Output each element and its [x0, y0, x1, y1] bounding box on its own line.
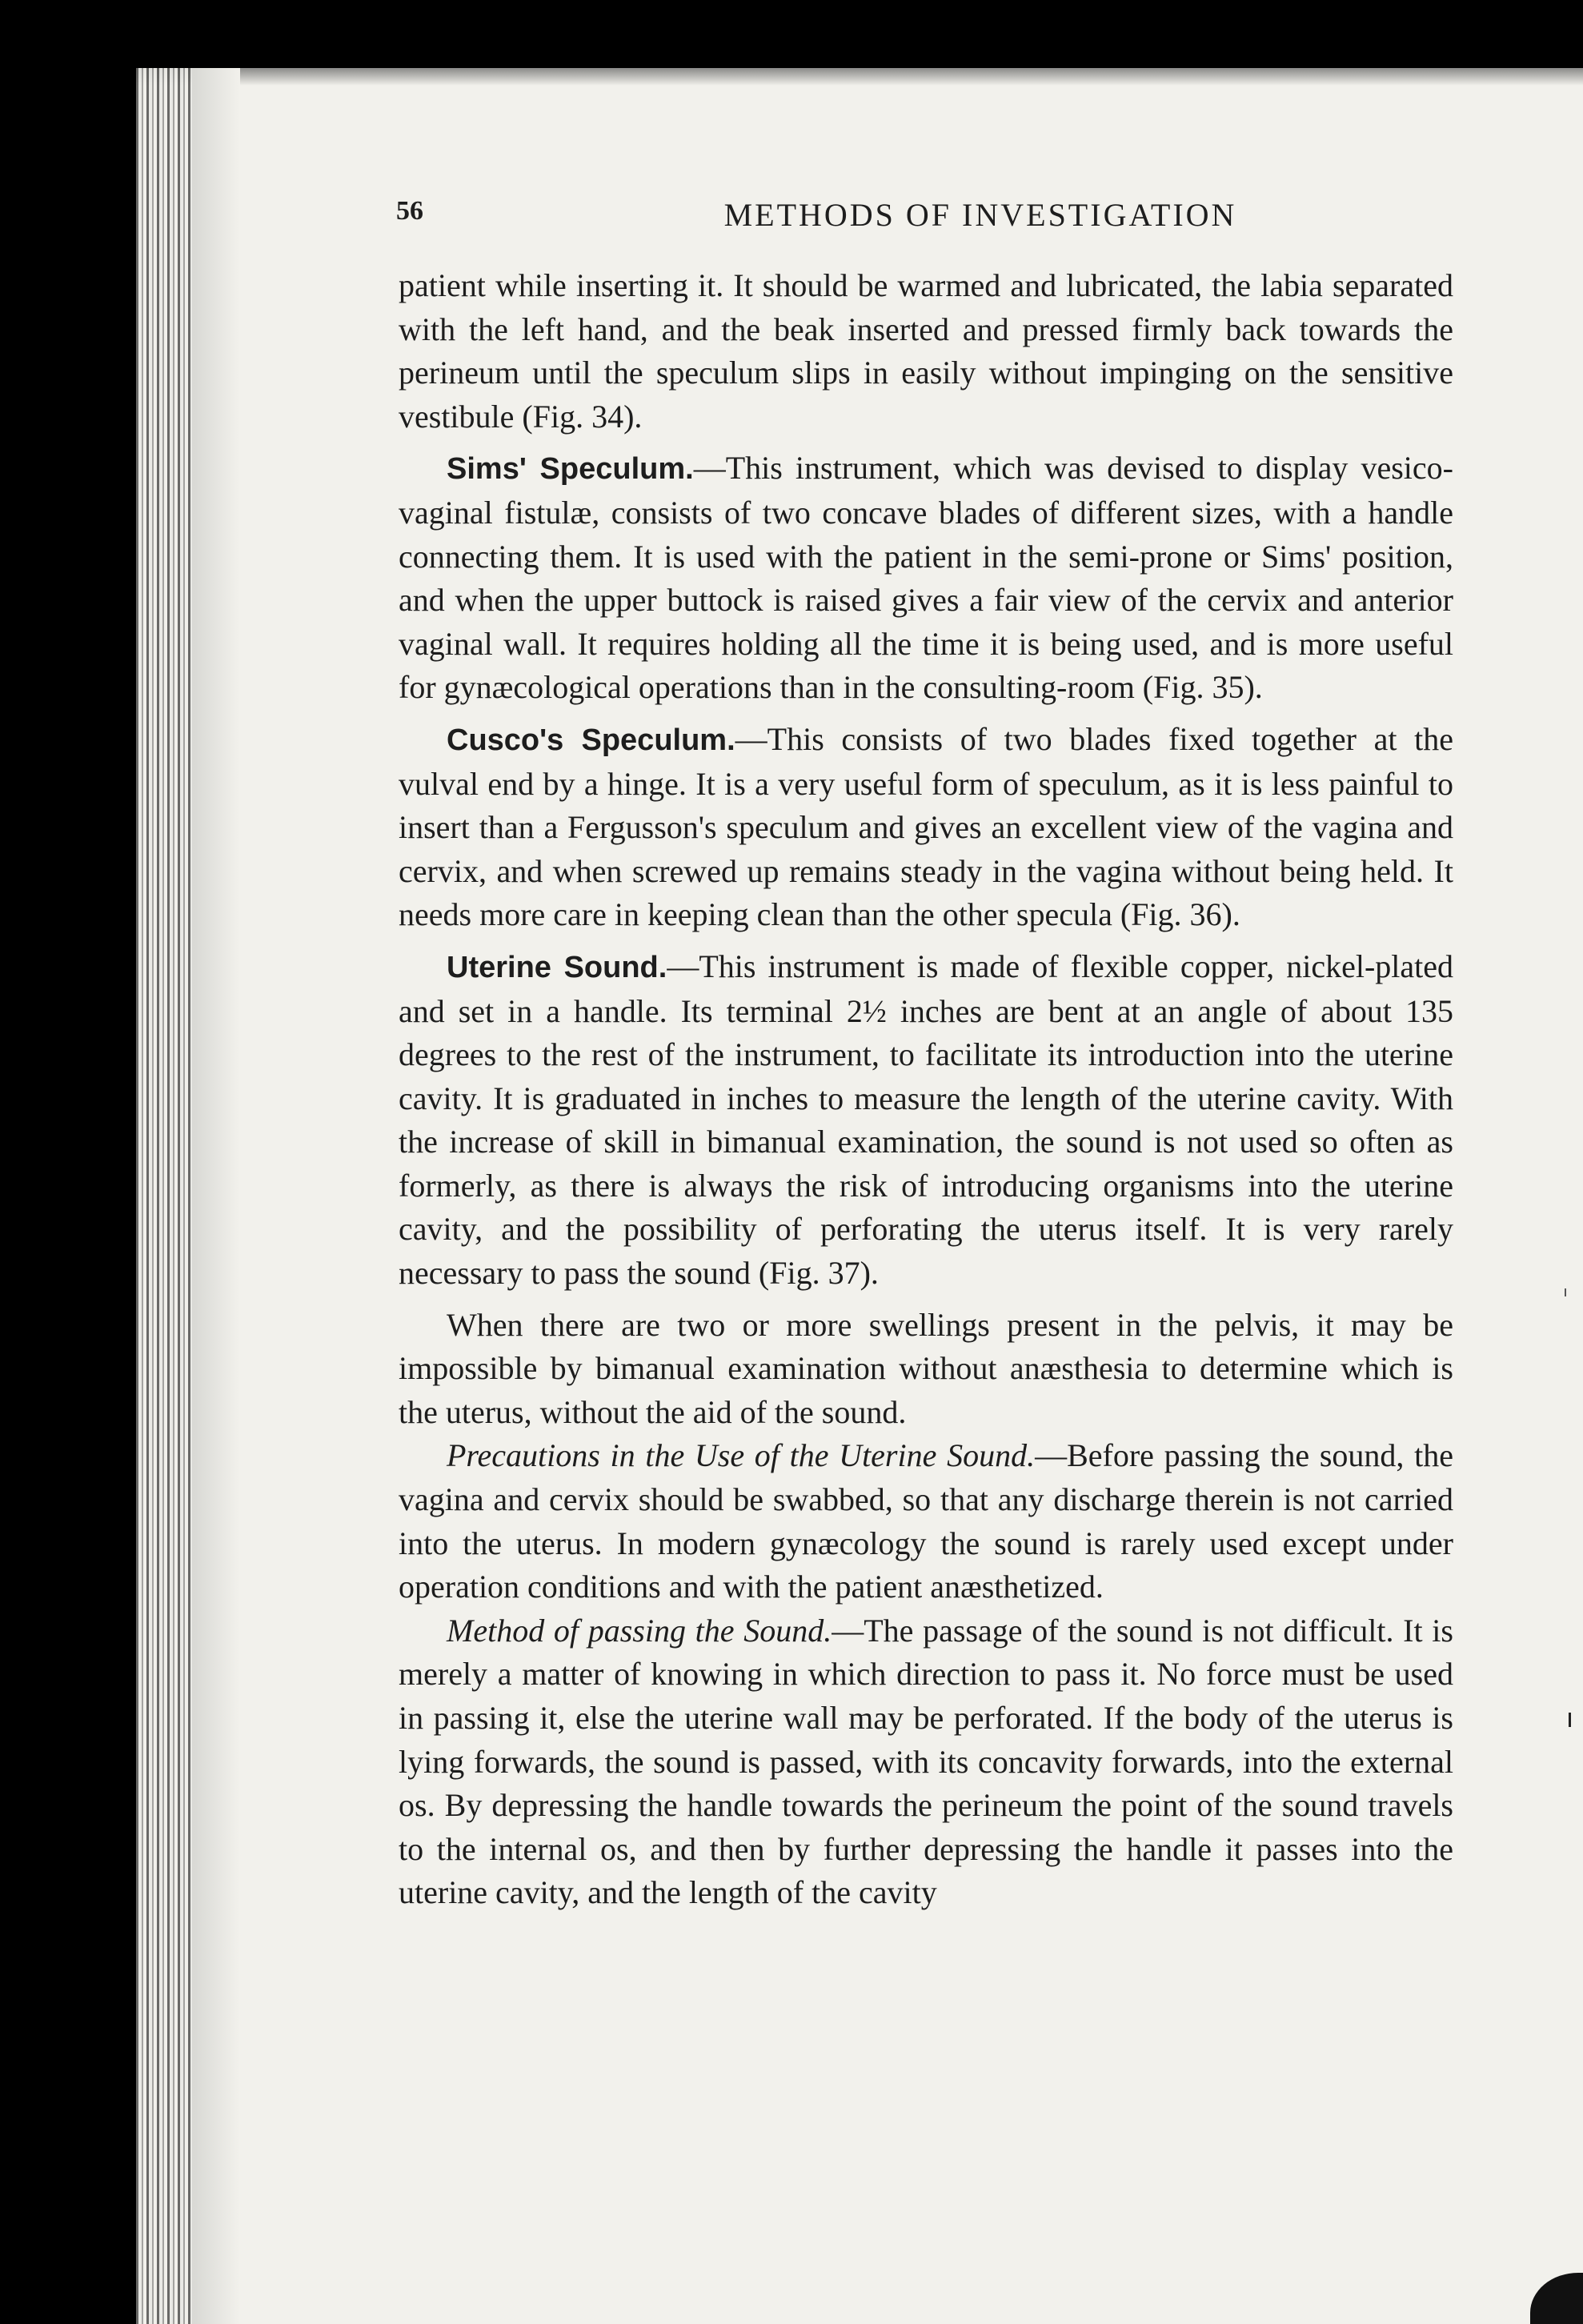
paragraph-text: —This instrument is made of flexible copper, nickel-plated and set in a handle. Its terminal 2½ inches are bent at an angle of about 135 degrees to the rest of the instrument, to facilitate its introduction into the uterine cavity. It is graduated in inches to measure the length of the uterine cavity. With the increase of skill in bimanual examination, the sound is not used so often as formerly, as there is always the risk of introducing organisms into the uterine cavity, and the possibility of perforating the uterus itself. It is very rarely necessary to pass the sound (Fig. 37). [399, 948, 1453, 1292]
paragraph-text: —This consists of two blades fixed together at the vulval end by a hinge. It is a very useful form of speculum, as it is less painful to insert than a Fergusson's speculum and gives an excellent view of the vagina and cervix, and when screwed up remains steady in the vagina without being held. It needs more care in keeping clean than the other specula (Fig. 36). [399, 720, 1454, 933]
italic-heading: Precautions in the Use of the Uterine Sound. [447, 1437, 1036, 1474]
italic-heading: Method of passing the Sound. [447, 1612, 832, 1649]
gutter-shadow [192, 68, 240, 2324]
paragraph-text: —This instrument, which was devised to display vesico-vaginal fistulæ, consists of two concave blades of different sizes, with a handle connecting them. It is used with the patient in the semi-prone or Sims' position, and when the upper buttock is raised gives a fair view of the cervix and anterior vaginal wall. It requires holding all the time it is being used, and is more useful for gynæcological operations than in the consulting-room (Fig. 35). [399, 450, 1453, 706]
page-top-shadow [136, 68, 1583, 86]
paragraph-continuation [399, 264, 1453, 439]
running-title: METHODS OF INVESTIGATION [723, 197, 1237, 233]
body-text [399, 264, 1453, 1915]
running-head [396, 196, 1453, 244]
paragraph-text: patient while inserting it. It should be warmed and lubricated, the labia separated with the left hand, and the beak inserted and pressed firmly back towards the perineum until the speculum slips in easily without impinging on the sensitive vestibule (Fig. 34). [399, 267, 1453, 435]
paragraph-sims-speculum [399, 447, 1453, 710]
scan-speck [1569, 1713, 1571, 1727]
paragraph-text: —Before passing the sound, the vagina and cervix should be swabbed, so that any discharge therein is not carried into the uterus. In modern gynæcology the sound is rarely used except under operation conditions and with the patient anæsthetized. [399, 1437, 1454, 1605]
section-heading: Uterine Sound. [447, 950, 667, 984]
section-heading: Cusco's Speculum. [447, 723, 735, 757]
paragraph-method [399, 1609, 1453, 1915]
paragraph-swellings [399, 1304, 1453, 1435]
section-heading: Sims' Speculum. [447, 452, 694, 487]
paragraph-precautions [399, 1434, 1453, 1609]
page-gutter [136, 68, 192, 2324]
page-number: 56 [396, 196, 423, 226]
paragraph-cuscos-speculum [399, 718, 1453, 937]
scan-speck [1565, 1288, 1566, 1296]
paragraph-text: —The passage of the sound is not difficult. It is merely a matter of knowing in which direction to pass it. No force must be used in passing it, else the uterine wall may be perforated. If the body of the uterus is lying forwards, the sound is passed, with its concavity forwards, into the external os. By depressing the handle towards the perineum the point of the sound travels to the internal os, and then by further depressing the handle it passes into the uterine cavity, and the length of the cavity [399, 1612, 1453, 1911]
paragraph-text: When there are two or more swellings present in the pelvis, it may be impossible by bimanual examination without anæsthesia to determine which is the uterus, without the aid of the sound. [399, 1306, 1453, 1430]
paragraph-uterine-sound [399, 945, 1453, 1296]
